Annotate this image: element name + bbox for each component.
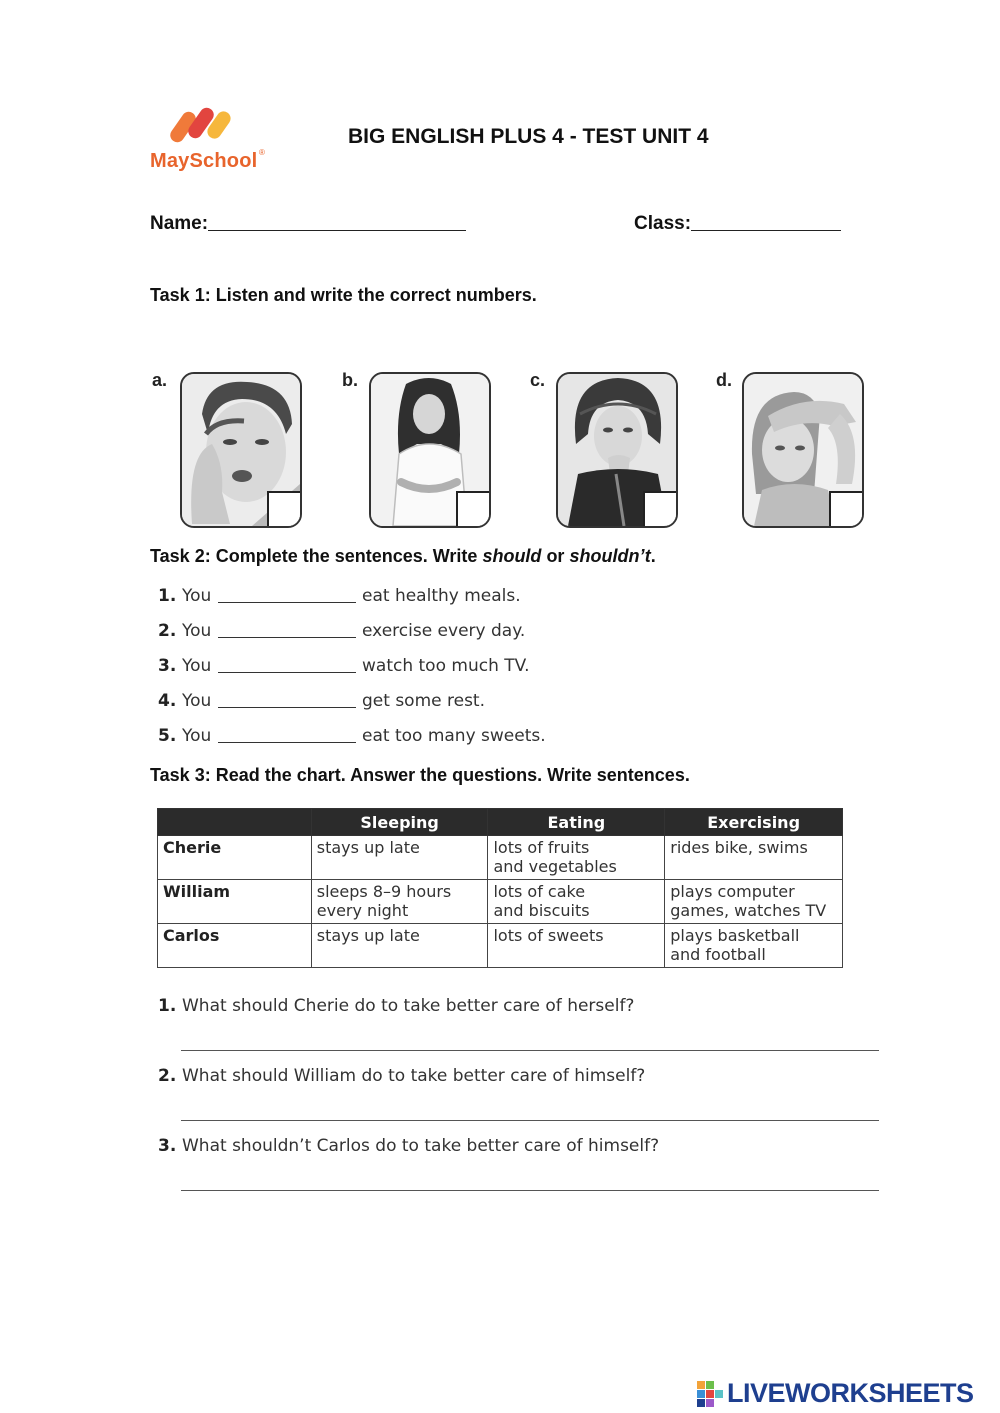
picture-b-stomachache [369,372,491,528]
task3-title: Task 3: Read the chart. Answer the questions. Write sentences. [150,765,690,785]
row-name: William [158,880,312,924]
answer-line-1[interactable] [181,1050,879,1051]
liveworksheets-text: LIVEWORKSHEETS [727,1378,974,1408]
mayschool-logo-icon [150,104,240,148]
picture-c-cough [556,372,678,528]
chart-header-eating: Eating [488,809,665,836]
table-row [158,924,843,968]
cell-line: games, watches TV [670,901,827,920]
sentence-rest: exercise every day. [362,621,526,641]
sentence-subject: You [182,726,212,746]
sentence-rest: eat too many sweets. [362,726,546,746]
cell-exercising [665,880,843,924]
cell-eating [488,880,665,924]
cell-eating [488,836,665,880]
question-2 [158,1066,645,1086]
table-row [158,836,843,880]
cell-line: and vegetables [493,857,617,876]
logo-registered-mark: ® [259,148,265,157]
sentence-number: 4. [158,691,177,711]
sentence-3 [158,656,529,676]
question-text: What should William do to take better care of himself? [182,1066,646,1086]
picture-letter-a: a. [152,370,168,390]
sentence-subject: You [182,621,212,641]
class-label: Class: [634,213,692,234]
sentence-blank-3[interactable] [218,656,356,673]
cell-line: every night [316,901,409,920]
sentence-number: 2. [158,621,177,641]
picture-a-toothache [180,372,302,528]
task2-title-middle: or [541,546,570,566]
picture-letter-c: c. [530,370,546,390]
task2-word-should: should [482,546,542,566]
sentence-blank-5[interactable] [218,726,356,743]
cell-sleeping [311,880,488,924]
sentence-subject: You [182,586,212,606]
cell-line: and biscuits [493,901,590,920]
task2-title-prefix: Task 2: Complete the sentences. Write [150,546,483,566]
question-number: 2. [158,1066,177,1086]
cell-line: stays up late [316,926,420,945]
picture-letter-b: b. [342,370,358,390]
sentence-blank-4[interactable] [218,691,356,708]
habits-chart [157,808,843,968]
sentence-1 [158,586,521,606]
cell-exercising [665,924,843,968]
sentence-blank-1[interactable] [218,586,356,603]
question-number: 1. [158,996,177,1016]
sentence-rest: get some rest. [362,691,486,711]
sentence-5 [158,726,546,746]
task2-word-shouldnt: shouldn’t [569,546,651,566]
cell-sleeping [311,836,488,880]
question-number: 3. [158,1136,177,1156]
task2-title-end: . [650,546,656,566]
cell-line: sleeps 8–9 hours [316,882,452,901]
cell-eating [488,924,665,968]
class-field[interactable] [634,212,841,235]
liveworksheets-logo-icon [697,1381,723,1407]
answer-box-c[interactable] [643,491,678,528]
table-row [158,880,843,924]
name-field[interactable] [150,212,466,235]
cell-line: lots of sweets [493,926,604,945]
question-text: What shouldn’t Carlos do to take better care of himself? [182,1136,660,1156]
cell-line: stays up late [316,838,420,857]
answer-box-b[interactable] [456,491,491,528]
cell-line: lots of fruits [493,838,590,857]
logo-text: MaySchool [150,150,258,172]
cell-line: lots of cake [493,882,586,901]
chart-header-blank [158,809,312,836]
chart-header-sleeping: Sleeping [311,809,488,836]
cell-exercising [665,836,843,880]
picture-letter-d: d. [716,370,732,390]
page-title: BIG ENGLISH PLUS 4 - TEST UNIT 4 [348,125,709,148]
sentence-number: 3. [158,656,177,676]
cell-line: plays basketball [670,926,800,945]
name-blank[interactable] [208,212,466,231]
mayschool-logo [150,104,270,180]
answer-line-3[interactable] [181,1190,879,1191]
cell-line: rides bike, swims [670,838,808,857]
name-label: Name: [150,213,209,234]
row-name: Cherie [158,836,312,880]
task2-title [150,546,656,567]
question-text: What should Cherie do to take better care of herself? [182,996,635,1016]
chart-header-row [158,809,843,836]
sentence-subject: You [182,691,212,711]
question-1 [158,996,634,1016]
sentence-number: 1. [158,586,177,606]
sentence-rest: eat healthy meals. [362,586,521,606]
cell-line: and football [670,945,766,964]
cell-line: plays computer [670,882,795,901]
answer-box-d[interactable] [829,491,864,528]
cell-sleeping [311,924,488,968]
answer-box-a[interactable] [267,491,302,528]
sentence-subject: You [182,656,212,676]
picture-d-headache [742,372,864,528]
class-blank[interactable] [691,212,841,231]
row-name: Carlos [158,924,312,968]
sentence-blank-2[interactable] [218,621,356,638]
sentence-rest: watch too much TV. [362,656,530,676]
question-3 [158,1136,659,1156]
sentence-2 [158,621,525,641]
chart-header-exercising: Exercising [665,809,843,836]
sentence-number: 5. [158,726,177,746]
task1-title: Task 1: Listen and write the correct numbers. [150,285,537,305]
sentence-4 [158,691,485,711]
answer-line-2[interactable] [181,1120,879,1121]
